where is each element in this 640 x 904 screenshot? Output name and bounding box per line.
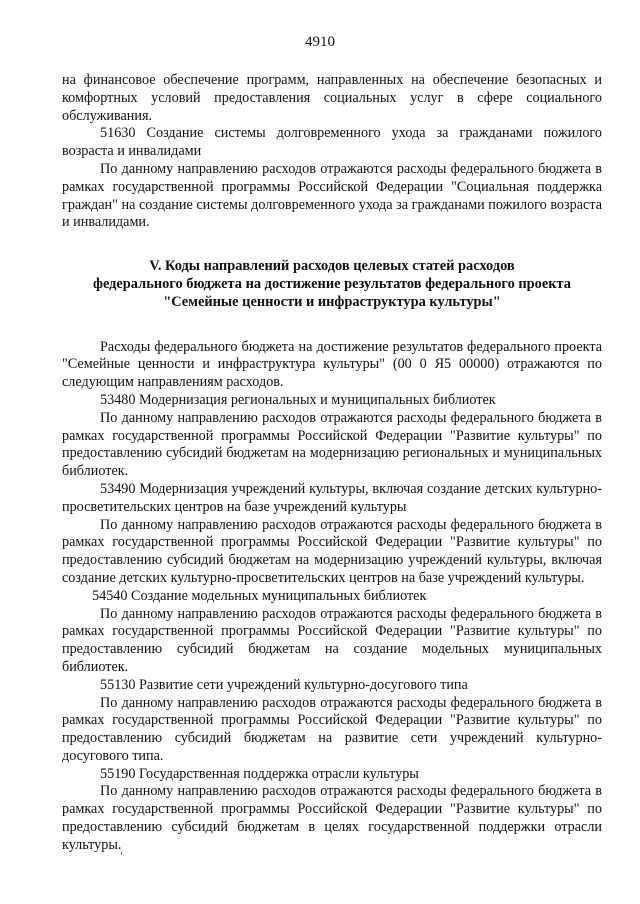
section-title-line-2: федерального бюджета на достижение результатов федерального проекта [92, 275, 571, 292]
scan-speck [121, 852, 122, 855]
paragraph: на финансовое обеспечение программ, направленных на обеспечение безопасных и комфортных условий предоставления социальных услуг в сфере социального обслуживания. [62, 72, 602, 124]
paragraph: Расходы федерального бюджета на достижение результатов федерального проекта "Семейные ценности и инфраструктура культуры" (00 0 Я5 00000) отражаются по следующим направлениям расходов. [62, 338, 602, 391]
paragraph: По данному направлению расходов отражаются расходы федерального бюджета в рамках государственной программы Российской Федерации "Развитие культуры" по предоставлению субсидий бюджетам на модернизацию учреждений культуры, включая создание детских культурно-просветительских центров на базе учреждений культуры. [62, 516, 602, 586]
section-title [62, 258, 602, 311]
paragraph: По данному направлению расходов отражаются расходы федерального бюджета в рамках государственной программы Российской Федерации "Развитие культуры" по предоставлению субсидий бюджетам на создание модельных муниципальных библиотек. [62, 605, 602, 675]
paragraph: По данному направлению расходов отражаются расходы федерального бюджета в рамках государственной программы Российской Федерации "Социальная поддержка граждан" на создание системы долговременного ухода за гражданами пожилого возраста и инвалидами. [62, 160, 602, 231]
section-title-line-3: "Семейные ценности и инфраструктура культуры" [163, 293, 501, 310]
expense-code-heading: 55130 Развитие сети учреждений культурно-досугового типа [100, 676, 468, 693]
expense-code-heading: 53480 Модернизация региональных и муниципальных библиотек [100, 391, 496, 408]
expense-code-heading: 51630 Создание системы долговременного ухода за гражданами пожилого возраста и инвалидами [62, 125, 602, 160]
expense-code-heading: 54540 Создание модельных муниципальных библиотек [92, 587, 427, 604]
section-title-line-1: V. Коды направлений расходов целевых статей расходов [149, 258, 515, 275]
expense-code-heading: 53490 Модернизация учреждений культуры, включая создание детских культурно-просветительских центров на базе учреждений культуры [62, 480, 602, 515]
page-number: 4910 [305, 34, 335, 50]
document-body [62, 72, 602, 855]
expense-code-heading: 55190 Государственная поддержка отрасли культуры [100, 765, 419, 782]
paragraph: По данному направлению расходов отражаются расходы федерального бюджета в рамках государственной программы Российской Федерации "Развитие культуры" по предоставлению субсидий бюджетам в целях государственной поддержки отрасли культуры. [62, 783, 602, 853]
paragraph: По данному направлению расходов отражаются расходы федерального бюджета в рамках государственной программы Российской Федерации "Развитие культуры" по предоставлению субсидий бюджетам на модернизацию региональных и муниципальных библиотек. [62, 409, 602, 480]
paragraph: По данному направлению расходов отражаются расходы федерального бюджета в рамках государственной программы Российской Федерации "Развитие культуры" по предоставлению субсидий бюджетам на развитие сети учреждений культурно-досугового типа. [62, 694, 602, 764]
